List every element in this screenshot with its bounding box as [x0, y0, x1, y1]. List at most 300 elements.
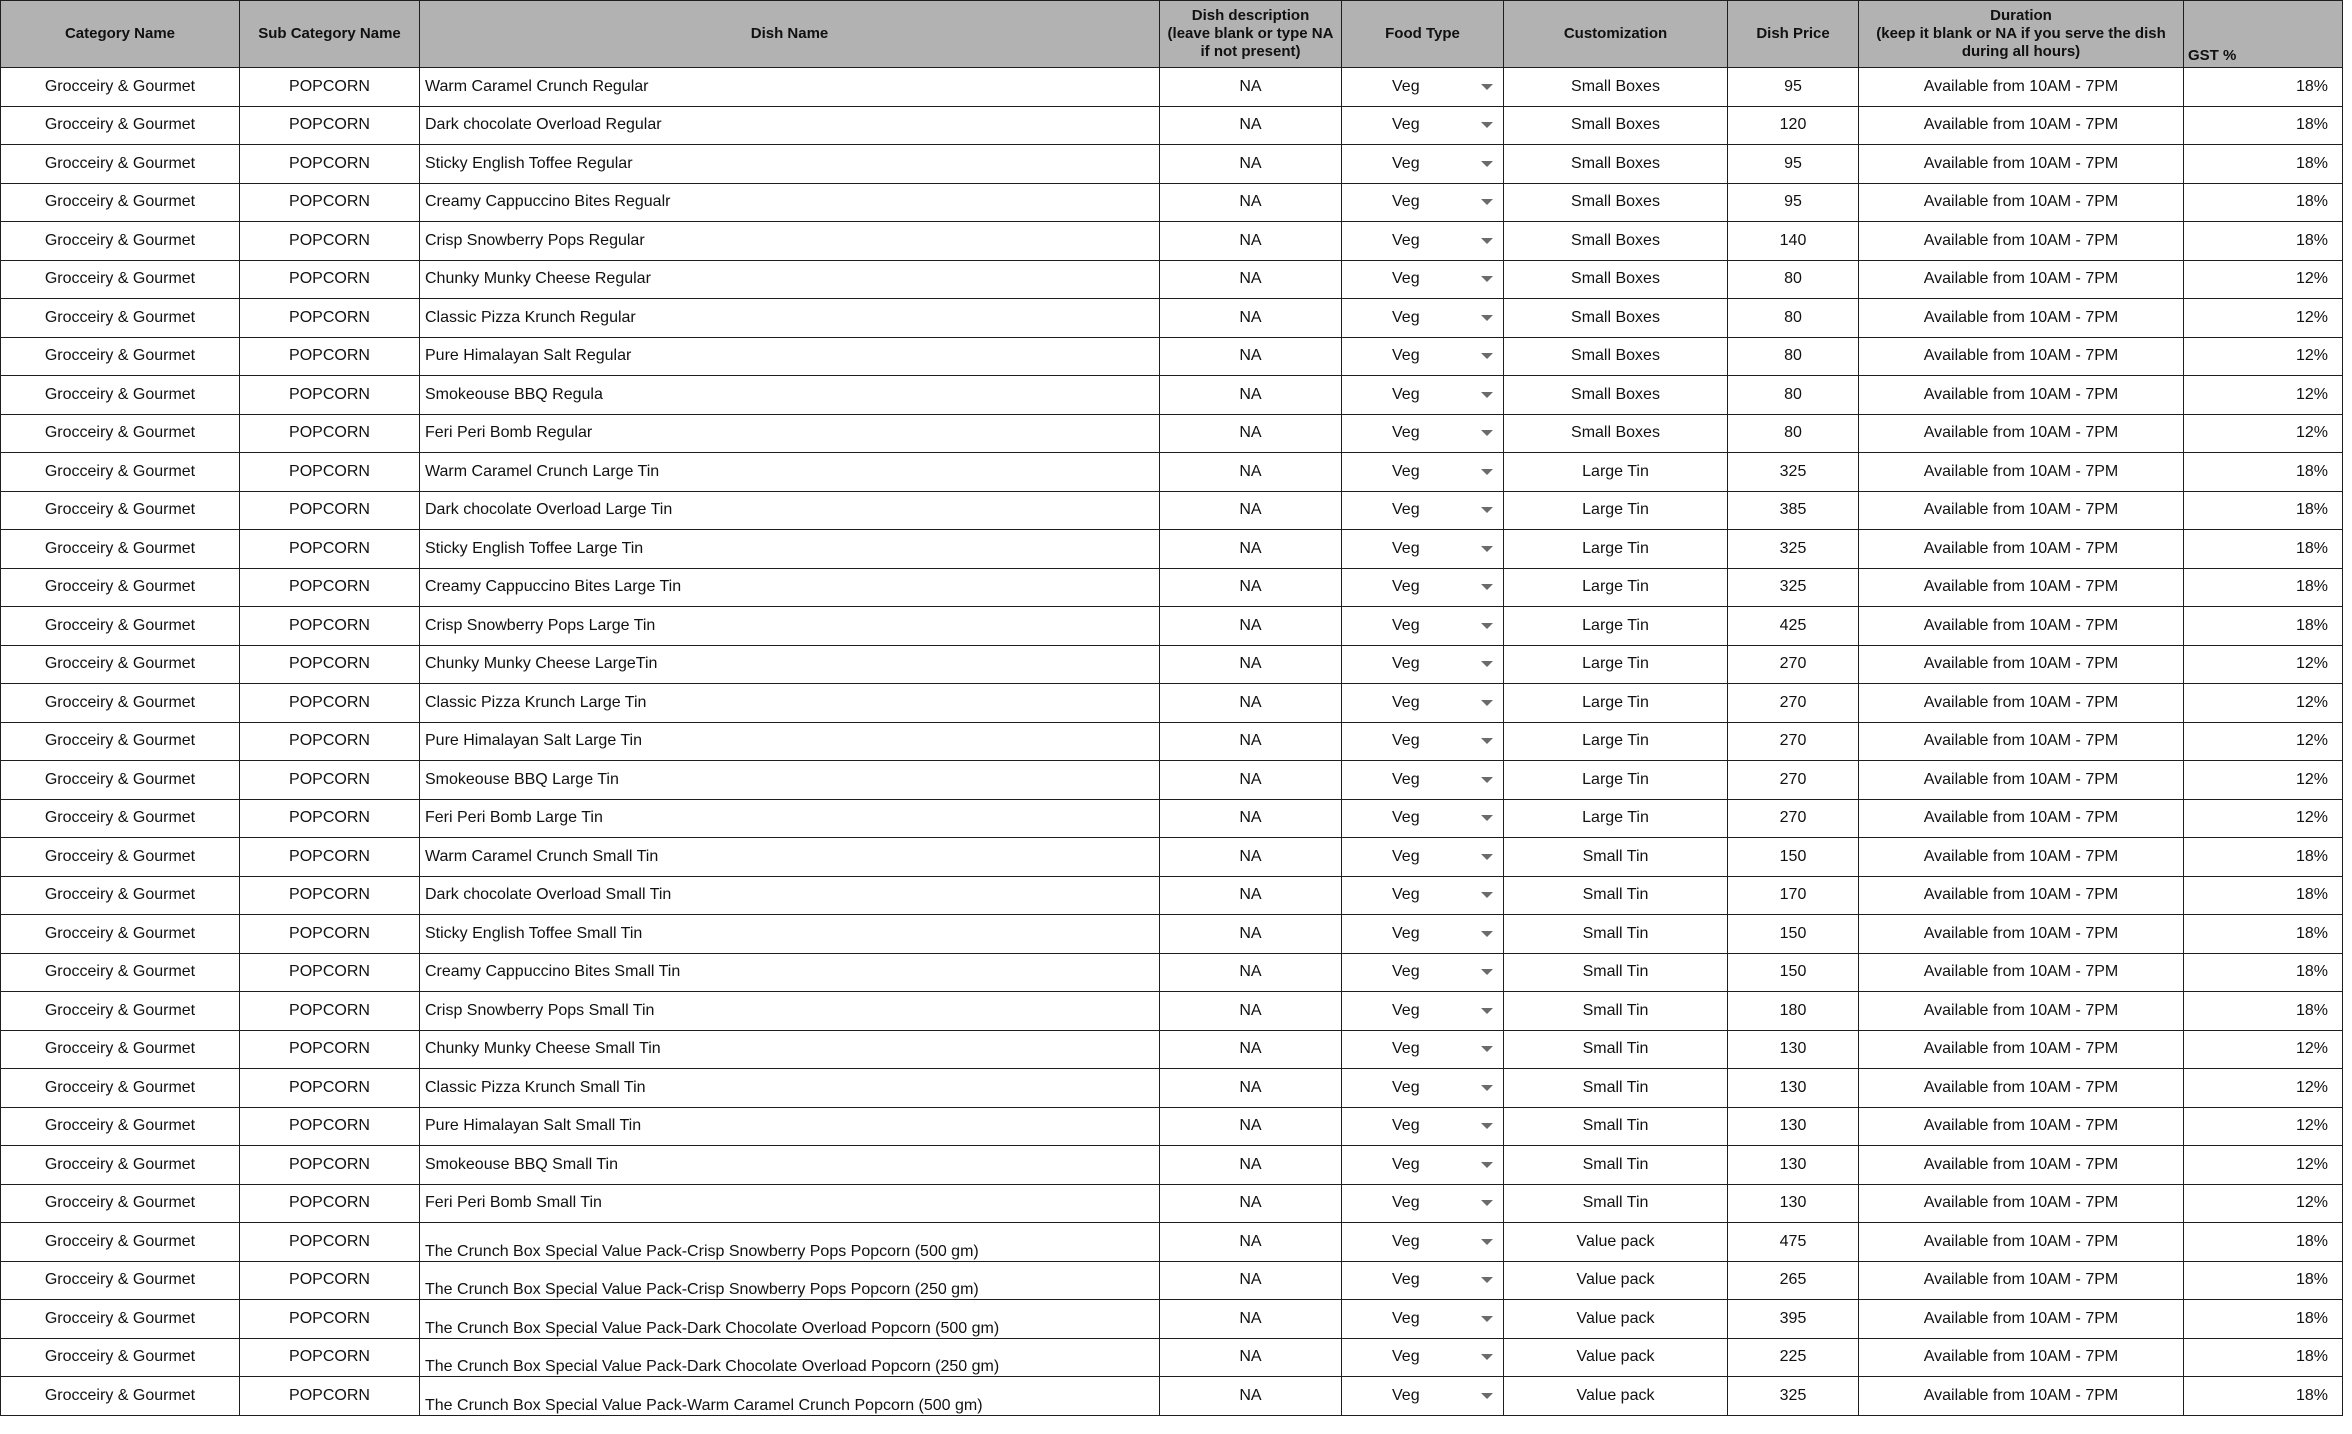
description-cell[interactable]: NA: [1160, 453, 1342, 492]
category-cell[interactable]: Grocceiry & Gourmet: [1, 299, 240, 338]
customization-cell[interactable]: Small Boxes: [1504, 145, 1728, 184]
duration-cell[interactable]: Available from 10AM - 7PM: [1859, 1300, 2184, 1339]
subcategory-cell[interactable]: POPCORN: [240, 1377, 420, 1416]
gst-cell[interactable]: 18%: [2184, 222, 2343, 261]
customization-cell[interactable]: Value pack: [1504, 1377, 1728, 1416]
description-cell[interactable]: NA: [1160, 260, 1342, 299]
gst-cell[interactable]: 12%: [2184, 645, 2343, 684]
subcategory-cell[interactable]: POPCORN: [240, 1300, 420, 1339]
subcategory-cell[interactable]: POPCORN: [240, 183, 420, 222]
gst-cell[interactable]: 12%: [2184, 1184, 2343, 1223]
food-type-select[interactable]: [1342, 722, 1504, 761]
price-cell[interactable]: 270: [1728, 761, 1859, 800]
customization-cell[interactable]: Large Tin: [1504, 645, 1728, 684]
food-type-select[interactable]: [1342, 761, 1504, 800]
price-cell[interactable]: 130: [1728, 1030, 1859, 1069]
customization-cell[interactable]: Small Tin: [1504, 838, 1728, 877]
duration-cell[interactable]: Available from 10AM - 7PM: [1859, 453, 2184, 492]
dish-name-cell[interactable]: Classic Pizza Krunch Large Tin: [420, 684, 1160, 723]
header-dish-name[interactable]: Dish Name: [420, 1, 1160, 68]
dish-name-cell[interactable]: The Crunch Box Special Value Pack-Crisp Snowberry Pops Popcorn (250 gm): [420, 1261, 1160, 1300]
price-cell[interactable]: 325: [1728, 1377, 1859, 1416]
food-type-select[interactable]: [1342, 568, 1504, 607]
price-cell[interactable]: 95: [1728, 145, 1859, 184]
customization-cell[interactable]: Large Tin: [1504, 453, 1728, 492]
customization-cell[interactable]: Value pack: [1504, 1261, 1728, 1300]
category-cell[interactable]: Grocceiry & Gourmet: [1, 1184, 240, 1223]
description-cell[interactable]: NA: [1160, 684, 1342, 723]
dish-name-cell[interactable]: Dark chocolate Overload Regular: [420, 106, 1160, 145]
customization-cell[interactable]: Large Tin: [1504, 684, 1728, 723]
header-description[interactable]: [1160, 1, 1342, 68]
description-cell[interactable]: NA: [1160, 722, 1342, 761]
customization-cell[interactable]: Small Boxes: [1504, 222, 1728, 261]
dish-name-cell[interactable]: The Crunch Box Special Value Pack-Dark Chocolate Overload Popcorn (250 gm): [420, 1338, 1160, 1377]
subcategory-cell[interactable]: POPCORN: [240, 607, 420, 646]
price-cell[interactable]: 120: [1728, 106, 1859, 145]
gst-cell[interactable]: 18%: [2184, 1377, 2343, 1416]
subcategory-cell[interactable]: POPCORN: [240, 992, 420, 1031]
duration-cell[interactable]: Available from 10AM - 7PM: [1859, 1338, 2184, 1377]
dropdown-arrow-icon[interactable]: [1481, 931, 1493, 937]
dish-name-cell[interactable]: Warm Caramel Crunch Small Tin: [420, 838, 1160, 877]
gst-cell[interactable]: 18%: [2184, 953, 2343, 992]
dish-name-cell[interactable]: The Crunch Box Special Value Pack-Warm Caramel Crunch Popcorn (500 gm): [420, 1377, 1160, 1416]
dish-name-cell[interactable]: Chunky Munky Cheese Regular: [420, 260, 1160, 299]
description-cell[interactable]: NA: [1160, 761, 1342, 800]
dropdown-arrow-icon[interactable]: [1481, 199, 1493, 205]
gst-cell[interactable]: 12%: [2184, 260, 2343, 299]
dish-name-cell[interactable]: Creamy Cappuccino Bites Large Tin: [420, 568, 1160, 607]
category-cell[interactable]: Grocceiry & Gourmet: [1, 1030, 240, 1069]
duration-cell[interactable]: Available from 10AM - 7PM: [1859, 645, 2184, 684]
subcategory-cell[interactable]: POPCORN: [240, 1338, 420, 1377]
customization-cell[interactable]: Value pack: [1504, 1338, 1728, 1377]
food-type-select[interactable]: [1342, 1030, 1504, 1069]
price-cell[interactable]: 325: [1728, 568, 1859, 607]
description-cell[interactable]: NA: [1160, 414, 1342, 453]
gst-cell[interactable]: 18%: [2184, 183, 2343, 222]
gst-cell[interactable]: 18%: [2184, 838, 2343, 877]
dish-name-cell[interactable]: Classic Pizza Krunch Small Tin: [420, 1069, 1160, 1108]
food-type-select[interactable]: [1342, 1184, 1504, 1223]
dish-name-cell[interactable]: Creamy Cappuccino Bites Small Tin: [420, 953, 1160, 992]
food-type-select[interactable]: [1342, 183, 1504, 222]
customization-cell[interactable]: Small Tin: [1504, 1107, 1728, 1146]
subcategory-cell[interactable]: POPCORN: [240, 722, 420, 761]
subcategory-cell[interactable]: POPCORN: [240, 260, 420, 299]
food-type-select[interactable]: [1342, 299, 1504, 338]
subcategory-cell[interactable]: POPCORN: [240, 222, 420, 261]
duration-cell[interactable]: Available from 10AM - 7PM: [1859, 222, 2184, 261]
price-cell[interactable]: 270: [1728, 684, 1859, 723]
category-cell[interactable]: Grocceiry & Gourmet: [1, 376, 240, 415]
dish-name-cell[interactable]: Dark chocolate Overload Large Tin: [420, 491, 1160, 530]
dropdown-arrow-icon[interactable]: [1481, 892, 1493, 898]
category-cell[interactable]: Grocceiry & Gourmet: [1, 915, 240, 954]
gst-cell[interactable]: 12%: [2184, 337, 2343, 376]
description-cell[interactable]: NA: [1160, 876, 1342, 915]
dropdown-arrow-icon[interactable]: [1481, 507, 1493, 513]
category-cell[interactable]: Grocceiry & Gourmet: [1, 222, 240, 261]
gst-cell[interactable]: 18%: [2184, 992, 2343, 1031]
price-cell[interactable]: 270: [1728, 645, 1859, 684]
price-cell[interactable]: 270: [1728, 799, 1859, 838]
gst-cell[interactable]: 12%: [2184, 1146, 2343, 1185]
dropdown-arrow-icon[interactable]: [1481, 969, 1493, 975]
price-cell[interactable]: 325: [1728, 530, 1859, 569]
food-type-select[interactable]: [1342, 1223, 1504, 1262]
description-cell[interactable]: NA: [1160, 568, 1342, 607]
dish-name-cell[interactable]: Crisp Snowberry Pops Large Tin: [420, 607, 1160, 646]
dropdown-arrow-icon[interactable]: [1481, 353, 1493, 359]
duration-cell[interactable]: Available from 10AM - 7PM: [1859, 761, 2184, 800]
price-cell[interactable]: 425: [1728, 607, 1859, 646]
duration-cell[interactable]: Available from 10AM - 7PM: [1859, 68, 2184, 107]
food-type-select[interactable]: [1342, 1261, 1504, 1300]
food-type-select[interactable]: [1342, 106, 1504, 145]
description-cell[interactable]: NA: [1160, 376, 1342, 415]
price-cell[interactable]: 180: [1728, 992, 1859, 1031]
description-cell[interactable]: NA: [1160, 183, 1342, 222]
food-type-select[interactable]: [1342, 1107, 1504, 1146]
category-cell[interactable]: Grocceiry & Gourmet: [1, 876, 240, 915]
dish-name-cell[interactable]: Sticky English Toffee Large Tin: [420, 530, 1160, 569]
customization-cell[interactable]: Small Tin: [1504, 1146, 1728, 1185]
dropdown-arrow-icon[interactable]: [1481, 584, 1493, 590]
duration-cell[interactable]: Available from 10AM - 7PM: [1859, 376, 2184, 415]
category-cell[interactable]: Grocceiry & Gourmet: [1, 414, 240, 453]
gst-cell[interactable]: 18%: [2184, 68, 2343, 107]
header-customization[interactable]: Customization: [1504, 1, 1728, 68]
duration-cell[interactable]: Available from 10AM - 7PM: [1859, 106, 2184, 145]
duration-cell[interactable]: Available from 10AM - 7PM: [1859, 953, 2184, 992]
customization-cell[interactable]: Small Tin: [1504, 953, 1728, 992]
category-cell[interactable]: Grocceiry & Gourmet: [1, 1146, 240, 1185]
subcategory-cell[interactable]: POPCORN: [240, 1223, 420, 1262]
category-cell[interactable]: Grocceiry & Gourmet: [1, 1338, 240, 1377]
food-type-select[interactable]: [1342, 953, 1504, 992]
food-type-select[interactable]: [1342, 414, 1504, 453]
category-cell[interactable]: Grocceiry & Gourmet: [1, 106, 240, 145]
subcategory-cell[interactable]: POPCORN: [240, 491, 420, 530]
price-cell[interactable]: 475: [1728, 1223, 1859, 1262]
price-cell[interactable]: 170: [1728, 876, 1859, 915]
customization-cell[interactable]: Small Boxes: [1504, 106, 1728, 145]
gst-cell[interactable]: 12%: [2184, 414, 2343, 453]
customization-cell[interactable]: Small Boxes: [1504, 414, 1728, 453]
price-cell[interactable]: 80: [1728, 260, 1859, 299]
dropdown-arrow-icon[interactable]: [1481, 315, 1493, 321]
category-cell[interactable]: Grocceiry & Gourmet: [1, 992, 240, 1031]
description-cell[interactable]: NA: [1160, 1107, 1342, 1146]
dish-name-cell[interactable]: Pure Himalayan Salt Large Tin: [420, 722, 1160, 761]
description-cell[interactable]: NA: [1160, 299, 1342, 338]
food-type-select[interactable]: [1342, 684, 1504, 723]
customization-cell[interactable]: Large Tin: [1504, 761, 1728, 800]
food-type-select[interactable]: [1342, 876, 1504, 915]
price-cell[interactable]: 395: [1728, 1300, 1859, 1339]
description-cell[interactable]: NA: [1160, 222, 1342, 261]
dish-name-cell[interactable]: Crisp Snowberry Pops Regular: [420, 222, 1160, 261]
gst-cell[interactable]: 18%: [2184, 453, 2343, 492]
customization-cell[interactable]: Small Boxes: [1504, 299, 1728, 338]
price-cell[interactable]: 225: [1728, 1338, 1859, 1377]
category-cell[interactable]: Grocceiry & Gourmet: [1, 645, 240, 684]
gst-cell[interactable]: 12%: [2184, 376, 2343, 415]
dish-name-cell[interactable]: Smokeouse BBQ Small Tin: [420, 1146, 1160, 1185]
gst-cell[interactable]: 12%: [2184, 1107, 2343, 1146]
price-cell[interactable]: 80: [1728, 414, 1859, 453]
description-cell[interactable]: NA: [1160, 915, 1342, 954]
duration-cell[interactable]: Available from 10AM - 7PM: [1859, 799, 2184, 838]
dropdown-arrow-icon[interactable]: [1481, 1008, 1493, 1014]
price-cell[interactable]: 80: [1728, 337, 1859, 376]
price-cell[interactable]: 150: [1728, 915, 1859, 954]
customization-cell[interactable]: Large Tin: [1504, 491, 1728, 530]
duration-cell[interactable]: Available from 10AM - 7PM: [1859, 684, 2184, 723]
subcategory-cell[interactable]: POPCORN: [240, 684, 420, 723]
customization-cell[interactable]: Small Tin: [1504, 915, 1728, 954]
category-cell[interactable]: Grocceiry & Gourmet: [1, 337, 240, 376]
food-type-select[interactable]: [1342, 68, 1504, 107]
food-type-select[interactable]: [1342, 453, 1504, 492]
category-cell[interactable]: Grocceiry & Gourmet: [1, 1107, 240, 1146]
description-cell[interactable]: NA: [1160, 799, 1342, 838]
dropdown-arrow-icon[interactable]: [1481, 1046, 1493, 1052]
dish-name-cell[interactable]: Dark chocolate Overload Small Tin: [420, 876, 1160, 915]
subcategory-cell[interactable]: POPCORN: [240, 568, 420, 607]
customization-cell[interactable]: Value pack: [1504, 1300, 1728, 1339]
description-cell[interactable]: NA: [1160, 1069, 1342, 1108]
description-cell[interactable]: NA: [1160, 953, 1342, 992]
description-cell[interactable]: NA: [1160, 337, 1342, 376]
dropdown-arrow-icon[interactable]: [1481, 623, 1493, 629]
food-type-select[interactable]: [1342, 1300, 1504, 1339]
category-cell[interactable]: Grocceiry & Gourmet: [1, 530, 240, 569]
subcategory-cell[interactable]: POPCORN: [240, 1261, 420, 1300]
food-type-select[interactable]: [1342, 1338, 1504, 1377]
category-cell[interactable]: Grocceiry & Gourmet: [1, 761, 240, 800]
description-cell[interactable]: NA: [1160, 1030, 1342, 1069]
dish-name-cell[interactable]: Warm Caramel Crunch Large Tin: [420, 453, 1160, 492]
dropdown-arrow-icon[interactable]: [1481, 738, 1493, 744]
dropdown-arrow-icon[interactable]: [1481, 1239, 1493, 1245]
food-type-select[interactable]: [1342, 530, 1504, 569]
dish-name-cell[interactable]: The Crunch Box Special Value Pack-Dark Chocolate Overload Popcorn (500 gm): [420, 1300, 1160, 1339]
customization-cell[interactable]: Large Tin: [1504, 530, 1728, 569]
description-cell[interactable]: NA: [1160, 1377, 1342, 1416]
food-type-select[interactable]: [1342, 145, 1504, 184]
duration-cell[interactable]: Available from 10AM - 7PM: [1859, 992, 2184, 1031]
customization-cell[interactable]: Small Boxes: [1504, 68, 1728, 107]
dropdown-arrow-icon[interactable]: [1481, 84, 1493, 90]
description-cell[interactable]: NA: [1160, 106, 1342, 145]
duration-cell[interactable]: Available from 10AM - 7PM: [1859, 1377, 2184, 1416]
header-dish-price[interactable]: Dish Price: [1728, 1, 1859, 68]
gst-cell[interactable]: 18%: [2184, 530, 2343, 569]
customization-cell[interactable]: Small Tin: [1504, 1030, 1728, 1069]
duration-cell[interactable]: Available from 10AM - 7PM: [1859, 530, 2184, 569]
category-cell[interactable]: Grocceiry & Gourmet: [1, 838, 240, 877]
dropdown-arrow-icon[interactable]: [1481, 854, 1493, 860]
dish-name-cell[interactable]: Classic Pizza Krunch Regular: [420, 299, 1160, 338]
dropdown-arrow-icon[interactable]: [1481, 546, 1493, 552]
food-type-select[interactable]: [1342, 491, 1504, 530]
header-duration[interactable]: [1859, 1, 2184, 68]
duration-cell[interactable]: Available from 10AM - 7PM: [1859, 1261, 2184, 1300]
dropdown-arrow-icon[interactable]: [1481, 1162, 1493, 1168]
dropdown-arrow-icon[interactable]: [1481, 1316, 1493, 1322]
subcategory-cell[interactable]: POPCORN: [240, 645, 420, 684]
description-cell[interactable]: NA: [1160, 1184, 1342, 1223]
category-cell[interactable]: Grocceiry & Gourmet: [1, 722, 240, 761]
dish-name-cell[interactable]: Chunky Munky Cheese Small Tin: [420, 1030, 1160, 1069]
category-cell[interactable]: Grocceiry & Gourmet: [1, 260, 240, 299]
header-category[interactable]: Category Name: [1, 1, 240, 68]
dropdown-arrow-icon[interactable]: [1481, 1085, 1493, 1091]
dropdown-arrow-icon[interactable]: [1481, 1200, 1493, 1206]
dropdown-arrow-icon[interactable]: [1481, 122, 1493, 128]
food-type-select[interactable]: [1342, 337, 1504, 376]
food-type-select[interactable]: [1342, 260, 1504, 299]
food-type-select[interactable]: [1342, 992, 1504, 1031]
category-cell[interactable]: Grocceiry & Gourmet: [1, 1261, 240, 1300]
duration-cell[interactable]: Available from 10AM - 7PM: [1859, 260, 2184, 299]
category-cell[interactable]: Grocceiry & Gourmet: [1, 1300, 240, 1339]
duration-cell[interactable]: Available from 10AM - 7PM: [1859, 491, 2184, 530]
description-cell[interactable]: NA: [1160, 145, 1342, 184]
subcategory-cell[interactable]: POPCORN: [240, 1146, 420, 1185]
category-cell[interactable]: Grocceiry & Gourmet: [1, 183, 240, 222]
duration-cell[interactable]: Available from 10AM - 7PM: [1859, 607, 2184, 646]
price-cell[interactable]: 270: [1728, 722, 1859, 761]
dropdown-arrow-icon[interactable]: [1481, 700, 1493, 706]
price-cell[interactable]: 130: [1728, 1107, 1859, 1146]
description-cell[interactable]: NA: [1160, 1300, 1342, 1339]
dish-name-cell[interactable]: Creamy Cappuccino Bites Regualr: [420, 183, 1160, 222]
customization-cell[interactable]: Small Tin: [1504, 1184, 1728, 1223]
category-cell[interactable]: Grocceiry & Gourmet: [1, 799, 240, 838]
price-cell[interactable]: 130: [1728, 1146, 1859, 1185]
gst-cell[interactable]: 18%: [2184, 568, 2343, 607]
dish-name-cell[interactable]: Crisp Snowberry Pops Small Tin: [420, 992, 1160, 1031]
category-cell[interactable]: Grocceiry & Gourmet: [1, 145, 240, 184]
duration-cell[interactable]: Available from 10AM - 7PM: [1859, 915, 2184, 954]
dropdown-arrow-icon[interactable]: [1481, 161, 1493, 167]
gst-cell[interactable]: 12%: [2184, 1069, 2343, 1108]
price-cell[interactable]: 95: [1728, 183, 1859, 222]
category-cell[interactable]: Grocceiry & Gourmet: [1, 1377, 240, 1416]
price-cell[interactable]: 130: [1728, 1069, 1859, 1108]
subcategory-cell[interactable]: POPCORN: [240, 453, 420, 492]
price-cell[interactable]: 130: [1728, 1184, 1859, 1223]
dish-name-cell[interactable]: Smokeouse BBQ Large Tin: [420, 761, 1160, 800]
duration-cell[interactable]: Available from 10AM - 7PM: [1859, 1146, 2184, 1185]
dropdown-arrow-icon[interactable]: [1481, 276, 1493, 282]
customization-cell[interactable]: Small Tin: [1504, 992, 1728, 1031]
customization-cell[interactable]: Small Boxes: [1504, 337, 1728, 376]
gst-cell[interactable]: 12%: [2184, 799, 2343, 838]
dropdown-arrow-icon[interactable]: [1481, 1393, 1493, 1399]
subcategory-cell[interactable]: POPCORN: [240, 915, 420, 954]
price-cell[interactable]: 95: [1728, 68, 1859, 107]
food-type-select[interactable]: [1342, 915, 1504, 954]
header-subcategory[interactable]: Sub Category Name: [240, 1, 420, 68]
dish-name-cell[interactable]: Feri Peri Bomb Large Tin: [420, 799, 1160, 838]
customization-cell[interactable]: Small Tin: [1504, 1069, 1728, 1108]
description-cell[interactable]: NA: [1160, 1223, 1342, 1262]
subcategory-cell[interactable]: POPCORN: [240, 530, 420, 569]
subcategory-cell[interactable]: POPCORN: [240, 761, 420, 800]
customization-cell[interactable]: Large Tin: [1504, 722, 1728, 761]
description-cell[interactable]: NA: [1160, 491, 1342, 530]
customization-cell[interactable]: Large Tin: [1504, 799, 1728, 838]
subcategory-cell[interactable]: POPCORN: [240, 106, 420, 145]
subcategory-cell[interactable]: POPCORN: [240, 145, 420, 184]
food-type-select[interactable]: [1342, 838, 1504, 877]
subcategory-cell[interactable]: POPCORN: [240, 876, 420, 915]
dropdown-arrow-icon[interactable]: [1481, 1354, 1493, 1360]
dropdown-arrow-icon[interactable]: [1481, 430, 1493, 436]
subcategory-cell[interactable]: POPCORN: [240, 299, 420, 338]
duration-cell[interactable]: Available from 10AM - 7PM: [1859, 1223, 2184, 1262]
customization-cell[interactable]: Large Tin: [1504, 607, 1728, 646]
dish-name-cell[interactable]: Smokeouse BBQ Regula: [420, 376, 1160, 415]
price-cell[interactable]: 150: [1728, 838, 1859, 877]
gst-cell[interactable]: 18%: [2184, 491, 2343, 530]
dish-name-cell[interactable]: Feri Peri Bomb Regular: [420, 414, 1160, 453]
dish-name-cell[interactable]: The Crunch Box Special Value Pack-Crisp Snowberry Pops Popcorn (500 gm): [420, 1223, 1160, 1262]
subcategory-cell[interactable]: POPCORN: [240, 1069, 420, 1108]
food-type-select[interactable]: [1342, 376, 1504, 415]
dropdown-arrow-icon[interactable]: [1481, 815, 1493, 821]
duration-cell[interactable]: Available from 10AM - 7PM: [1859, 1030, 2184, 1069]
category-cell[interactable]: Grocceiry & Gourmet: [1, 1223, 240, 1262]
dropdown-arrow-icon[interactable]: [1481, 392, 1493, 398]
subcategory-cell[interactable]: POPCORN: [240, 1030, 420, 1069]
duration-cell[interactable]: Available from 10AM - 7PM: [1859, 1069, 2184, 1108]
subcategory-cell[interactable]: POPCORN: [240, 953, 420, 992]
dropdown-arrow-icon[interactable]: [1481, 777, 1493, 783]
price-cell[interactable]: 150: [1728, 953, 1859, 992]
customization-cell[interactable]: Large Tin: [1504, 568, 1728, 607]
customization-cell[interactable]: Small Boxes: [1504, 376, 1728, 415]
subcategory-cell[interactable]: POPCORN: [240, 1107, 420, 1146]
customization-cell[interactable]: Value pack: [1504, 1223, 1728, 1262]
dish-name-cell[interactable]: Pure Himalayan Salt Regular: [420, 337, 1160, 376]
customization-cell[interactable]: Small Tin: [1504, 876, 1728, 915]
subcategory-cell[interactable]: POPCORN: [240, 799, 420, 838]
dish-name-cell[interactable]: Sticky English Toffee Regular: [420, 145, 1160, 184]
description-cell[interactable]: NA: [1160, 838, 1342, 877]
dropdown-arrow-icon[interactable]: [1481, 1123, 1493, 1129]
description-cell[interactable]: NA: [1160, 645, 1342, 684]
duration-cell[interactable]: Available from 10AM - 7PM: [1859, 414, 2184, 453]
description-cell[interactable]: NA: [1160, 1261, 1342, 1300]
gst-cell[interactable]: 12%: [2184, 299, 2343, 338]
food-type-select[interactable]: [1342, 222, 1504, 261]
duration-cell[interactable]: Available from 10AM - 7PM: [1859, 299, 2184, 338]
duration-cell[interactable]: Available from 10AM - 7PM: [1859, 1107, 2184, 1146]
duration-cell[interactable]: Available from 10AM - 7PM: [1859, 722, 2184, 761]
gst-cell[interactable]: 18%: [2184, 106, 2343, 145]
dropdown-arrow-icon[interactable]: [1481, 238, 1493, 244]
dish-name-cell[interactable]: Pure Himalayan Salt Small Tin: [420, 1107, 1160, 1146]
gst-cell[interactable]: 12%: [2184, 1030, 2343, 1069]
duration-cell[interactable]: Available from 10AM - 7PM: [1859, 145, 2184, 184]
dish-name-cell[interactable]: Chunky Munky Cheese LargeTin: [420, 645, 1160, 684]
